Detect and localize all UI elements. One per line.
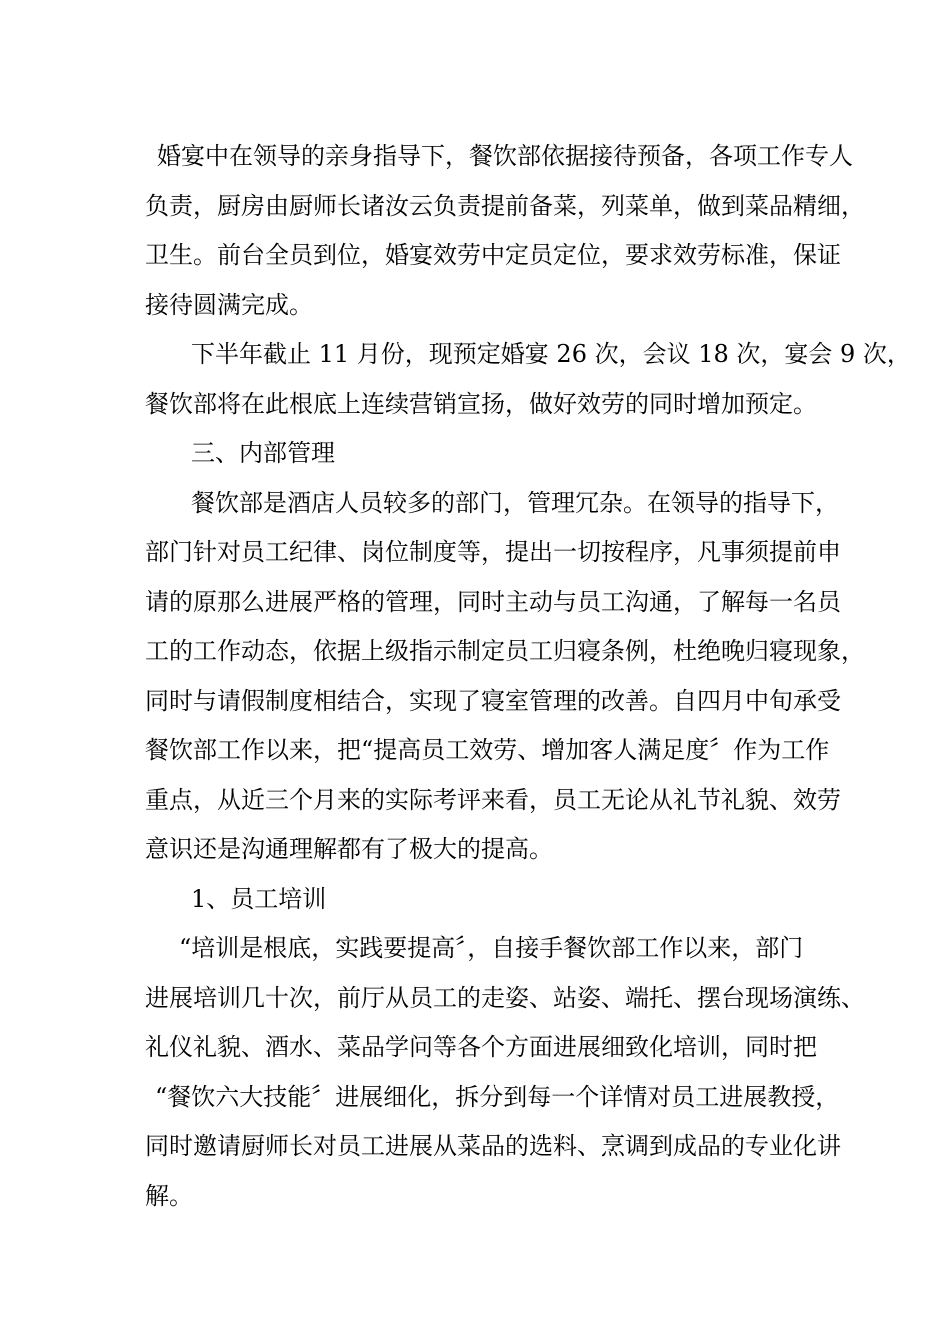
paragraph-line: 卫生。前台全员到位，婚宴效劳中定员定位，要求效劳标准，保证 [145, 241, 841, 269]
paragraph-line: 解。 [145, 1181, 193, 1210]
paragraph-line: 进展培训几十次，前厅从员工的走姿、站姿、端托、摆台现场演练、 [145, 983, 865, 1012]
paragraph-line: 部门针对员工纪律、岗位制度等，提出一切按程序，凡事须提前申 [145, 538, 841, 566]
paragraph-line: 婚宴中在领导的亲身指导下，餐饮部依据接待预备，各项工作专人 [157, 142, 853, 170]
paragraph-line: 礼仪礼貌、酒水、菜品学问等各个方面进展细致化培训，同时把 [145, 1033, 817, 1061]
paragraph-line: 同时与请假制度相结合，实现了寝室管理的改善。自四月中旬承受 [145, 686, 841, 715]
paragraph-line: 餐饮部是酒店人员较多的部门，管理冗杂。在领导的指导下， [191, 488, 839, 517]
paragraph-line: 意识还是沟通理解都有了极大的提高。 [145, 835, 553, 863]
paragraph-line: 下半年截止 11 月份，现预定婚宴 26 次，会议 18 次，宴会 9 次， [191, 340, 911, 368]
paragraph-line: 负责，厨房由厨师长诸汝云负责提前备菜，列菜单，做到菜品精细， [145, 191, 865, 220]
paragraph-line: 接待圆满完成。 [145, 290, 313, 319]
section-heading: 三、内部管理 [191, 439, 335, 467]
paragraph-line: 重点，从近三个月来的实际考评来看，员工无论从礼节礼貌、效劳 [145, 785, 841, 814]
paragraph-line: “餐饮六大技能〞进展细化，拆分到每一个详情对员工进展教授， [155, 1082, 840, 1111]
document-body [145, 132, 911, 1221]
subsection-heading: 1、员工培训 [191, 884, 327, 913]
paragraph-line: 请的原那么进展严格的管理，同时主动与员工沟通，了解每一名员 [145, 587, 841, 616]
paragraph-line: 工的工作动态，依据上级指示制定员工归寝条例，杜绝晚归寝现象， [145, 637, 865, 665]
paragraph-line: 餐饮部工作以来，把“提高员工效劳、增加客人满足度〞作为工作 [145, 736, 830, 764]
paragraph-line: 餐饮部将在此根底上连续营销宣扬，做好效劳的同时增加预定。 [145, 389, 817, 418]
paragraph-line: “培训是根底，实践要提高〞，自接手餐饮部工作以来，部门 [179, 934, 804, 962]
paragraph-line: 同时邀请厨师长对员工进展从菜品的选料、烹调到成品的专业化讲 [145, 1132, 841, 1160]
